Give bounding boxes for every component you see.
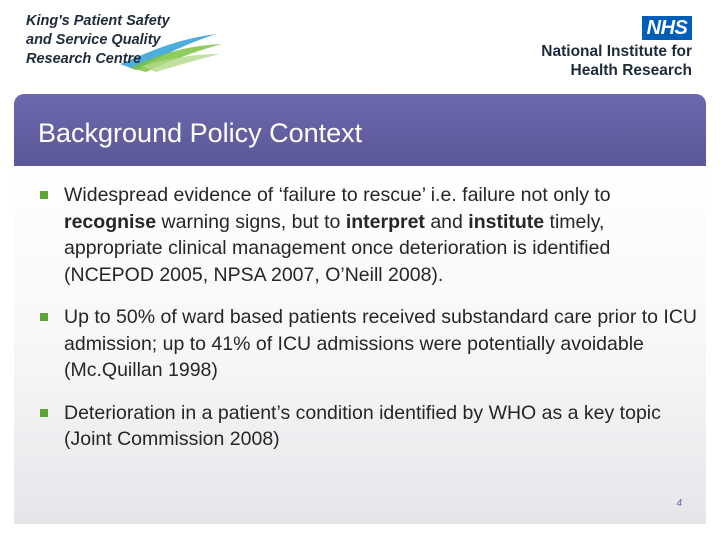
kings-logo-line: King's Patient Safety xyxy=(26,13,170,29)
bullet-item xyxy=(38,400,698,453)
slide-header xyxy=(0,0,720,92)
bullet-emphasis: interpret xyxy=(345,210,425,233)
nihr-logo-line: National Institute for xyxy=(541,43,692,60)
bullet-emphasis: institute xyxy=(468,210,545,233)
content-panel xyxy=(14,166,706,524)
kings-patient-safety-logo xyxy=(26,12,226,82)
square-bullet-icon xyxy=(40,409,48,417)
bullet-emphasis: recognise xyxy=(64,210,157,233)
square-bullet-icon xyxy=(40,313,48,321)
kings-logo-line: Research Centre xyxy=(26,51,142,67)
title-bar xyxy=(14,94,706,166)
bullet-item xyxy=(38,182,698,288)
bullet-text: Up to 50% of ward based patients received substandard care prior to ICU admission; up to 41% of ICU admissions were potentially avoidable (Mc.Quillan 1998) xyxy=(64,306,698,381)
bullet-text: Deterioration in a patient’s condition identified by WHO as a key topic (Joint Commission 2008) xyxy=(64,401,661,450)
kings-logo-text xyxy=(26,12,170,69)
nhs-badge: NHS xyxy=(642,16,692,40)
bullet-list xyxy=(38,182,698,453)
slide-title: Background Policy Context xyxy=(38,118,363,148)
nihr-logo-line: Health Research xyxy=(570,62,692,79)
nihr-logo xyxy=(502,16,692,78)
bullet-text: and xyxy=(424,210,469,233)
bullet-text: warning signs, but to xyxy=(156,210,346,233)
page-number: 4 xyxy=(676,498,682,509)
kings-logo-line: and Service Quality xyxy=(26,32,161,48)
bullet-text: timely, appropriate clinical management once deterioration is identified (NCEPOD 2005, NPSA 2007, O’Neill 2008). xyxy=(64,210,611,286)
bullet-item xyxy=(38,304,698,384)
nihr-logo-text xyxy=(541,42,692,80)
square-bullet-icon xyxy=(40,191,48,199)
bullet-text: Widespread evidence of ‘failure to rescue’ i.e. failure not only to xyxy=(64,184,611,206)
